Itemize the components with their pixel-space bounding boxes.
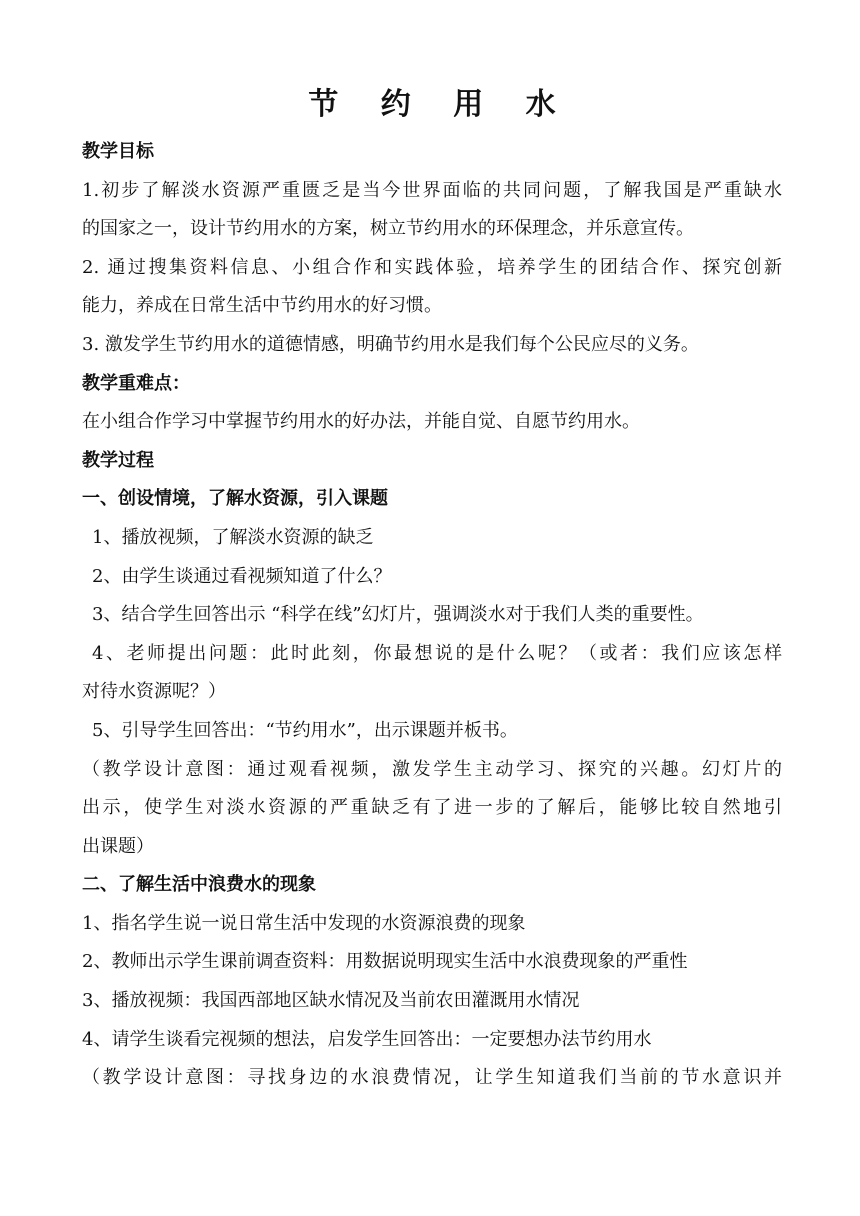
paragraph-line: 3. 激发学生节约用水的道德情感，明确节约用水是我们每个公民应尽的义务。 — [82, 333, 699, 355]
paragraph-line: 能力，养成在日常生活中节约用水的好习惯。 — [82, 295, 442, 317]
design-intent-line: 出示，使学生对淡水资源的严重缺乏有了进一步的了解后，能够比较自然地引 — [82, 797, 782, 819]
paragraph-line: 的国家之一，设计节约用水的方案，树立节约用水的环保理念，并乐意宣传。 — [82, 218, 694, 240]
section-heading-one: 一、创设情境，了解水资源，引入课题 — [82, 488, 388, 510]
document-title: 节 约 用 水 — [308, 87, 572, 122]
list-item: 2、由学生谈通过看视频知道了什么？ — [92, 565, 392, 587]
list-item: 5、引导学生回答出：“节约用水”，出示课题并板书。 — [92, 719, 518, 741]
paragraph-line: 1.初步了解淡水资源严重匮乏是当今世界面临的共同问题，了解我国是严重缺水 — [82, 179, 782, 201]
design-intent-line: 出课题） — [82, 835, 154, 857]
list-item: 4、老师提出问题：此时此刻，你最想说的是什么呢？（或者：我们应该怎样 — [92, 642, 782, 664]
heading-key-difficulties: 教学重难点： — [82, 372, 190, 394]
paragraph-line: 在小组合作学习中掌握节约用水的好办法，并能自觉、自愿节约用水。 — [82, 411, 640, 433]
list-item: 1、播放视频，了解淡水资源的缺乏 — [92, 526, 374, 548]
list-item: 2、教师出示学生课前调查资料：用数据说明现实生活中水浪费现象的严重性 — [82, 951, 688, 973]
heading-teaching-goals: 教学目标 — [82, 141, 154, 162]
list-item: 1、指名学生说一说日常生活中发现的水资源浪费的现象 — [82, 912, 526, 934]
list-item: 3、播放视频：我国西部地区缺水情况及当前农田灌溉用水情况 — [82, 990, 580, 1012]
heading-teaching-process: 教学过程 — [82, 449, 154, 471]
list-item: 4、请学生谈看完视频的想法，启发学生回答出：一定要想办法节约用水 — [82, 1028, 652, 1050]
design-intent-line: （教学设计意图：通过观看视频，激发学生主动学习、探究的兴趣。幻灯片的 — [82, 758, 782, 780]
paragraph-line: 2. 通过搜集资料信息、小组合作和实践体验，培养学生的团结合作、探究创新 — [82, 256, 782, 278]
list-item-continuation: 对待水资源呢？） — [82, 681, 226, 703]
design-intent-line: （教学设计意图：寻找身边的水浪费情况，让学生知道我们当前的节水意识并 — [82, 1067, 782, 1089]
document-page — [82, 78, 782, 1098]
list-item: 3、结合学生回答出示 “科学在线”幻灯片，强调淡水对于我们人类的重要性。 — [92, 604, 704, 626]
section-heading-two: 二、了解生活中浪费水的现象 — [82, 874, 316, 896]
